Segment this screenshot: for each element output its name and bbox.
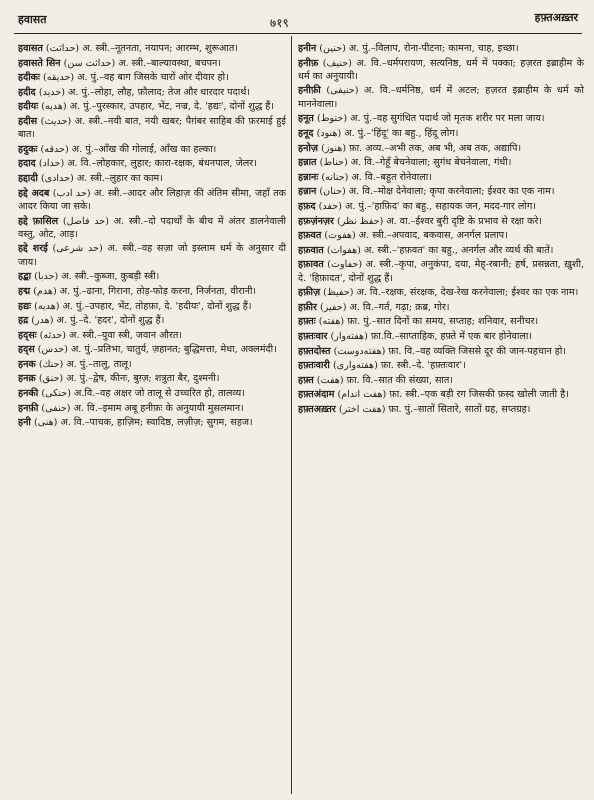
header-rule [14, 33, 582, 34]
dictionary-entry [298, 315, 584, 328]
dictionary-entry [18, 387, 286, 400]
entry-definition: (حداثت سن) अ. स्त्री.–बाल्यावस्था, बचपन। [60, 57, 221, 69]
dictionary-entry [18, 372, 286, 385]
entry-definition: (هفت اختر) फ़ा. पुं.–सातों सितारे, सातों ग्रह, सप्तग्रह। [335, 403, 531, 415]
entry-definition: (حنيفى) अ. वि.–धर्मनिष्ठ, धर्म में अटल; हज़रत इब्राहीम के धर्म को माननेवाला। [298, 85, 584, 110]
entry-headword: हद्सः [18, 329, 37, 341]
entry-headword: हफ़द [298, 200, 316, 212]
entry-definition: (حدس) अ. पुं.–प्रतिभा, चातुर्य, ज़हानत; बुद्धिमत्ता, मेधा, अक्लमंदी। [34, 344, 277, 356]
entry-definition: (حفد) अ. पुं.–'हाफ़िद' का बहु., सहायक जन, मदद-गार लोग। [315, 200, 536, 212]
entry-definition: (حد فاصل) अ. स्त्री.–दो पदार्थों के बीच में अंतर डालनेवाली वस्तु, ओट, आड़। [18, 215, 286, 240]
dictionary-entry [18, 285, 286, 298]
entry-headword: हनीफ़ी [298, 85, 321, 97]
left-column [18, 42, 286, 794]
entry-definition: (حنفى) अ. वि.–इमाम अबू हनीफ़ः के अनुयायी मुसलमान। [38, 402, 244, 414]
entry-headword: हफ़ज़ंनज़र [298, 215, 334, 227]
entry-headword: हफ़्तः [298, 316, 316, 328]
entry-definition: (حديقه) अ. पुं.–वह बाग जिसके चारों ओर दीवार हो। [39, 72, 229, 84]
entry-headword: हनफ़ी [18, 402, 39, 414]
entry-headword: हफ़ीज़ [298, 287, 321, 299]
entry-headword: हद्दे फ़ासिल [18, 215, 59, 227]
entry-definition: (هديه) अ. पुं.–पुरस्कार, उपहार, भेंट, नज्र, दे. 'हद्यः', दोनों शुद्ध हैं। [38, 101, 275, 113]
dictionary-entry [18, 270, 286, 283]
entry-headword: हद्दे अदब [18, 187, 50, 199]
entry-definition: (حفيظ) अ. वि.–रक्षक, संरक्षक, देख-रेख करनेवाला; ईश्वर का एक नाम। [320, 287, 579, 299]
entry-headword: हफ़्त [298, 374, 314, 386]
entry-definition: (هدر) अ. पुं.–दे. 'हदर', दोनों शुद्ध हैं। [28, 315, 165, 327]
dictionary-entry [298, 229, 584, 242]
entry-definition: (حدقه) अ. पुं.–आँख की गोलाई, आँख का हल्का। [37, 143, 217, 155]
entry-definition: (هنود) अ. पुं.–'हिंदू' का बहु., हिंदू लोग। [313, 127, 459, 139]
entry-definition: (حدثه) अ. स्त्री.–युवा स्त्री, जवान औरत। [36, 329, 182, 341]
entry-definition: (هفوت) अ. स्त्री.–अपवाद, बकवास, अनर्गल प्रलाप। [321, 230, 508, 242]
entry-definition: (هفته) फ़ा. पुं.–सात दिनों का समय, सप्ताह; शनिवार, सनीचर। [315, 316, 539, 328]
dictionary-entry [298, 403, 584, 416]
dictionary-entry [18, 215, 286, 242]
entry-headword: हद्स [18, 344, 35, 356]
dictionary-entry [298, 374, 584, 387]
entry-headword: हद्यः [18, 300, 32, 312]
dictionary-entry [298, 200, 584, 213]
entry-headword: हफ़्तःवार [298, 330, 328, 342]
dictionary-entry [18, 57, 286, 70]
entry-definition: (حناط) अ. वि.–गेहूँ बेचनेवाला; सुगंध बेचनेवाला, गंधी। [316, 157, 512, 169]
entry-headword: हफ़्तअख़्तर [298, 403, 336, 415]
entry-definition: (حد شرعى) अ. स्त्री.–वह सज़ा जो इस्लाम धर्म के अनुसार दी जाय। [18, 243, 286, 268]
entry-definition: (حنان) अ. वि.–मोक्ष देनेवाला; कृपा करनेवाला; ईश्वर का एक नाम। [316, 186, 555, 198]
entry-headword: हद्दे शरई [18, 243, 48, 255]
entry-headword: हनक़ [18, 373, 36, 385]
entry-definition: (حفظ نظر) अ. वा.–ईश्वर बुरी दृष्टि के प्रभाव से रक्षा करे। [333, 215, 543, 227]
entry-headword: हनीफ़ [298, 57, 319, 69]
entry-definition: (حنكى) अ.वि.–वह अक्षर जो तालू से उच्चरित हो, तालव्य। [38, 388, 245, 400]
entry-definition: (هفته‌دوست) फ़ा. वि.–वह व्यक्ति जिससे दूर की जान-पहचान हो। [330, 345, 567, 357]
entry-headword: हनूद [298, 127, 314, 139]
entry-headword: हन्नान [298, 186, 317, 198]
dictionary-entry [298, 330, 584, 343]
dictionary-entry [18, 358, 286, 371]
dictionary-entry [18, 314, 286, 327]
entry-definition: (حديث) अ. स्त्री.–नयी बात, नयी खबर; पैग़ंबर साहिब की फ़रमाई हुई बात। [18, 115, 286, 141]
entry-headword: हद्र [18, 315, 29, 327]
entry-definition: (هفوات) अ. स्त्री.–'हफ़वत' का बहु., अनर्गल और व्यर्थ की बातें। [323, 244, 554, 256]
entry-headword: हवासते सिन [18, 57, 61, 69]
entry-definition: (حنين) अ. पुं.–विलाप, रोना-पीटना; कामना, चाह, इच्छा। [316, 43, 519, 54]
dictionary-entry [18, 172, 286, 185]
dictionary-entry [298, 156, 584, 169]
entry-definition: (حنوط) अ. पुं.–वह सुगंधित पदार्थ जो मृतक शरीर पर मला जाय। [313, 113, 545, 125]
page-number: ७१९ [270, 16, 289, 30]
dictionary-entry [298, 112, 584, 125]
dictionary-entry [18, 402, 286, 415]
entry-headword: हफ़ीर [298, 301, 317, 313]
dictionary-entry [18, 187, 286, 214]
entry-headword: हदुकः [18, 143, 38, 155]
entry-headword: हद्बा [18, 271, 32, 283]
entry-headword: हफ़वात [298, 244, 324, 256]
entry-headword: हदीकः [18, 72, 40, 84]
entry-definition: (حنيف) अ. वि.–धर्मपरायण, सत्यनिष्ठ, धर्म में पक्का; हज़रत इब्राहीम के धर्म का अनुयायी। [298, 57, 584, 82]
entry-definition: (هفت) फ़ा. वि.–सात की संख्या, सात। [313, 374, 454, 386]
dictionary-entry [298, 215, 584, 228]
entry-headword: हन्नात [298, 157, 317, 169]
entry-headword: हफ़वत [298, 230, 322, 242]
entry-definition: (حد ادب) अ. स्त्री.–आदर और लिहाज़ की अंतिम सीमा, जहाँ तक आदर किया जा सके। [18, 187, 286, 212]
entry-definition: (حداد) अ. वि.–लोहकार, लुहार; कारा-रक्षक, बंधनपाल, जेलर। [35, 158, 257, 170]
entry-headword: हदाद [18, 158, 36, 170]
entry-headword: हवासत [18, 43, 43, 54]
dictionary-entry [298, 345, 584, 358]
entry-headword: हद्दादी [18, 173, 38, 185]
dictionary-entry [298, 42, 584, 55]
entry-definition: (هفت اندام) फ़ा. स्त्री.–एक बड़ी रग जिसकी फ़स्द खोली जाती है। [334, 389, 569, 401]
dictionary-entry [18, 242, 286, 269]
entry-headword: हनूत [298, 113, 314, 125]
entry-headword: हदीद [18, 86, 36, 98]
entry-headword: हनोज़ [298, 142, 319, 154]
dictionary-entry [298, 258, 584, 285]
entry-headword: हनी [18, 417, 31, 429]
dictionary-entry [298, 286, 584, 299]
dictionary-entry [18, 86, 286, 99]
entry-definition: (حنق) अ. पुं.–द्वेष, कीनः, बुग़्ज़; शत्रुता बैर, दुश्मनी। [35, 373, 220, 385]
page-header [0, 0, 594, 42]
entry-definition: (هفته‌واری) फ़ा. स्त्री.–दे. 'हफ़्तःवार'। [329, 360, 466, 372]
dictionary-entry [18, 100, 286, 113]
entry-definition: (حنانه) अ. वि.–बहुत रोनेवाला। [318, 171, 432, 183]
entry-headword: हद्म [18, 285, 31, 297]
dictionary-entry [298, 244, 584, 257]
right-column [298, 42, 584, 794]
entry-definition: (هفته‌وار) फ़ा.वि.–साप्ताहिक, हफ़्ते में एक बार होनेवाला। [327, 330, 532, 342]
dictionary-entry [18, 343, 286, 356]
entry-headword: हदीस [18, 115, 38, 127]
dictionary-entry [298, 84, 584, 111]
dictionary-entry [298, 57, 584, 84]
dictionary-entry [18, 42, 286, 55]
dictionary-entry [298, 388, 584, 401]
entry-definition: (حفاوت) अ. स्त्री.–कृपा, अनुकंपा, दया, मेह्-रबानी; हर्ष, प्रसन्नता, ख़ुशी, दे. 'हिफ़ादत', दोनों शुद्ध हैं। [298, 259, 584, 284]
entry-definition: (حدبا) अ. स्त्री.–कुब्जा, कुबड़ी स्त्री। [31, 271, 160, 283]
dictionary-entry [18, 115, 286, 142]
entry-definition: (هديه) अ. पुं.–उपहार, भेंट, तोहफ़ा, दे. 'हदीयः', दोनों शुद्ध हैं। [31, 300, 252, 312]
column-divider [291, 36, 292, 794]
entry-definition: (هنى) अ. वि.–पाचक, हाज़िम; स्वादिष्ठ, लज़ीज़; सुगम, सहज। [30, 417, 253, 429]
dictionary-entry [298, 127, 584, 140]
entry-definition: (هنوز) फ़ा. अव्य.–अभी तक, अब भी, अब तक, अद्यापि। [318, 142, 522, 154]
right-guide-word: हफ़्तअख़्तर [534, 11, 578, 24]
entry-headword: हनीन [298, 43, 317, 54]
entry-headword: हदीयः [18, 101, 39, 113]
dictionary-entry [298, 142, 584, 155]
dictionary-entry [18, 329, 286, 342]
entry-headword: हफ़्तदोस्त [298, 345, 331, 357]
entry-headword: हफ़ावत [298, 259, 324, 271]
left-guide-word: हवासत [18, 13, 47, 26]
entry-headword: हनक [18, 358, 36, 370]
dictionary-entry [298, 359, 584, 372]
entry-headword: हफ़्तःवारी [298, 360, 330, 372]
entry-headword: हनकी [18, 388, 39, 400]
dictionary-entry [18, 300, 286, 313]
entry-definition: (حدادى) अ. स्त्री.–लुहार का काम। [37, 173, 163, 185]
entry-headword: हफ़्तअंदाम [298, 389, 335, 401]
dictionary-entry [298, 185, 584, 198]
entry-definition: (حفير) अ. वि.–गर्त, गढ़ा; क़ब्र, गोर। [316, 301, 450, 313]
entry-definition: (حديد) अ. पुं.–लोहा, लौह, फ़ौलाद; तेज और धारदार पदार्थ। [35, 86, 250, 98]
dictionary-entry [18, 143, 286, 156]
entry-headword: हन्नानः [298, 171, 319, 183]
dictionary-entry [18, 416, 286, 429]
entry-definition: (حداثت) अ. स्त्री.–नूतनता, नयापन; आरम्भ, शुरूआत। [42, 43, 238, 54]
dictionary-entry [298, 301, 584, 314]
entry-definition: (هدم) अ. पुं.–ढाना, गिराना, तोड़-फोड़ करना, निर्जनता, वीरानी। [30, 285, 257, 297]
entry-definition: (حنك) अ. पुं.–तालु, तालू। [35, 358, 132, 370]
dictionary-entry [18, 157, 286, 170]
dictionary-entry [298, 171, 584, 184]
dictionary-entry [18, 71, 286, 84]
